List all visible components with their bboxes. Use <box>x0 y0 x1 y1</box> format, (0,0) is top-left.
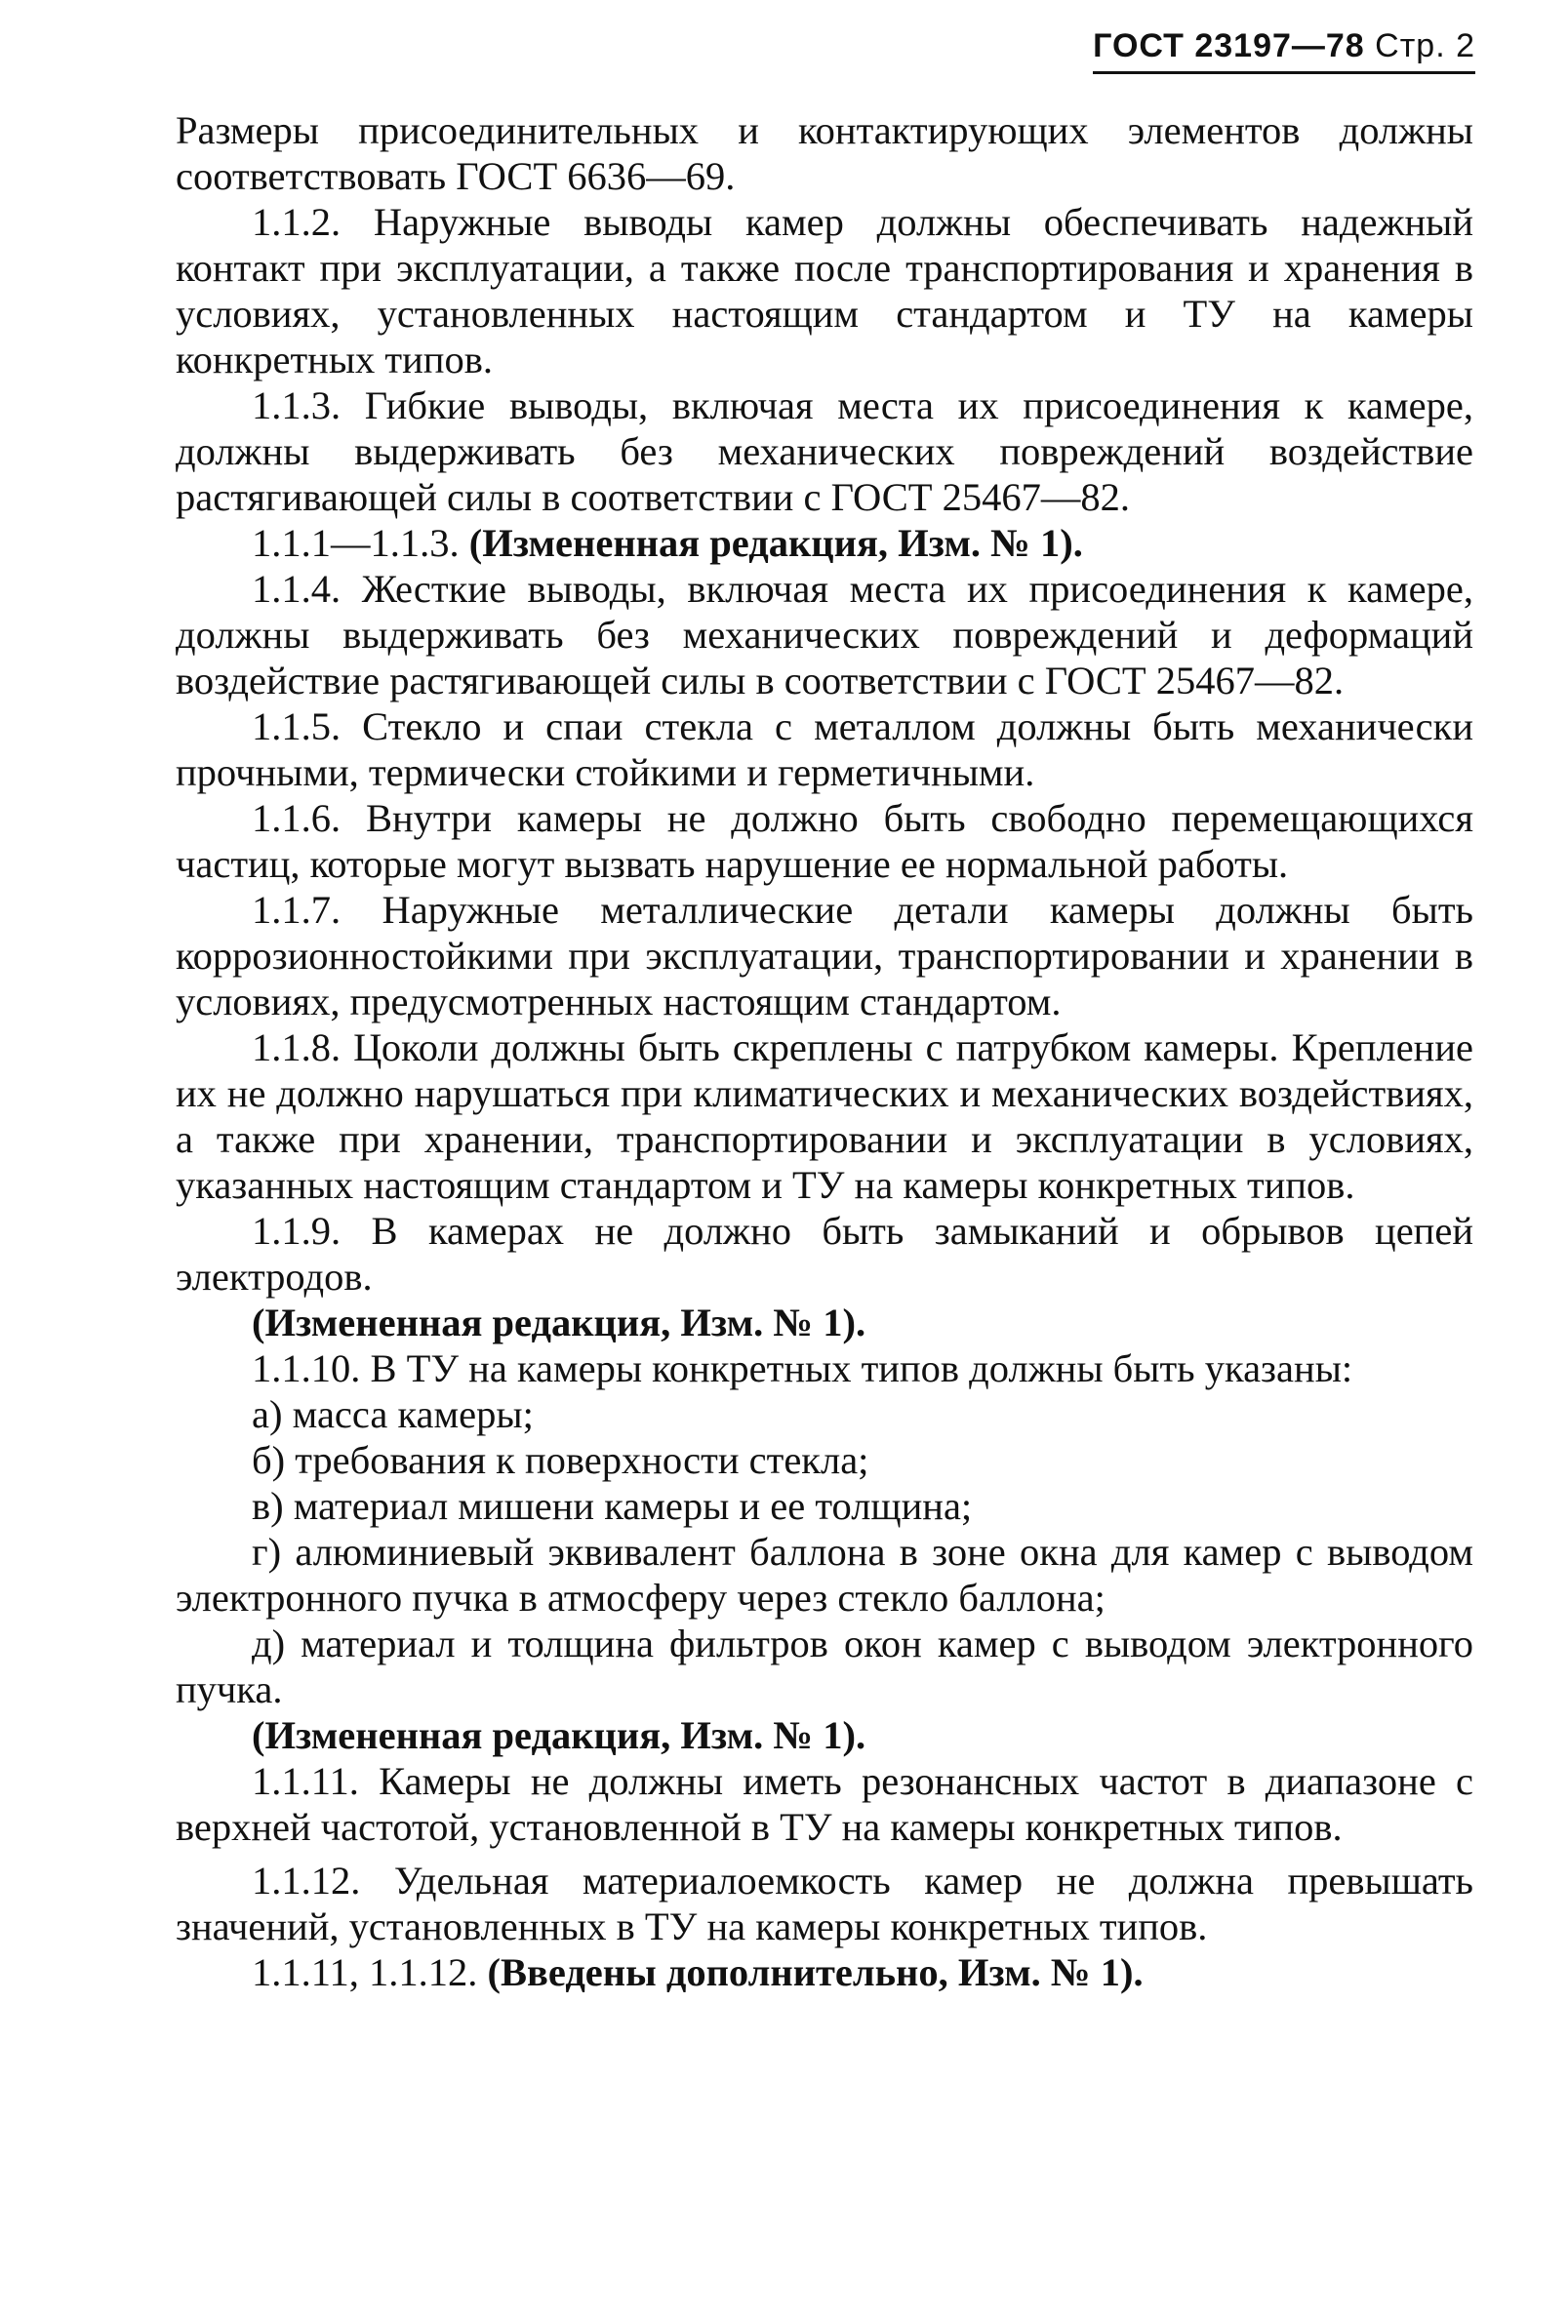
paragraph: 1.1.4. Жесткие выводы, включая места их присоединения к камере, должны выдерживать без механических повреждений и деформаций воздействие растягивающей силы в соответствии с ГОСТ 25467—82. <box>176 567 1473 702</box>
paragraph: 1.1.3. Гибкие выводы, включая места их присоединения к камере, должны выдерживать без механических повреждений воздействие растягивающей силы в соответствии с ГОСТ 25467—82. <box>176 383 1473 519</box>
paragraph: 1.1.9. В камерах не должно быть замыканий и обрывов цепей электродов. <box>176 1209 1473 1299</box>
amendment-note: (Измененная редакция, Изм. № 1). <box>252 1713 866 1757</box>
amendment-note <box>176 1949 1473 1995</box>
amendment-text: (Измененная редакция, Изм. № 1). <box>468 521 1083 565</box>
paragraph: Размеры присоединительных и контактирующих элементов должны соответствовать ГОСТ 6636—69. <box>176 108 1473 198</box>
list-item: а) масса камеры; <box>252 1392 534 1436</box>
amendment-clauses: 1.1.11, 1.1.12. <box>252 1950 488 1994</box>
paragraph: 1.1.5. Стекло и спаи стекла с металлом должны быть механически прочными, термически стойкими и герметичными. <box>176 704 1473 794</box>
amendment-note: (Измененная редакция, Изм. № 1). <box>252 1301 866 1344</box>
page-label: Стр. 2 <box>1375 27 1475 64</box>
paragraph: 1.1.10. В ТУ на камеры конкретных типов должны быть указаны: <box>252 1346 1353 1390</box>
amendment-clauses: 1.1.1—1.1.3. <box>252 521 469 565</box>
list-item: б) требования к поверхности стекла; <box>252 1438 869 1482</box>
doc-code: ГОСТ 23197—78 <box>1093 27 1365 64</box>
list-item: д) материал и толщина фильтров окон камер с выводом электронного пучка. <box>176 1622 1473 1711</box>
amendment-text: (Введены дополнительно, Изм. № 1). <box>487 1950 1144 1994</box>
body-text <box>176 107 1473 1995</box>
paragraph: 1.1.11. Камеры не должны иметь резонансных частот в диапазоне с верхней частотой, установленной в ТУ на камеры конкретных типов. <box>176 1759 1473 1849</box>
amendment-note <box>176 520 1473 566</box>
paragraph: 1.1.6. Внутри камеры не должно быть свободно перемещающихся частиц, которые могут вызвать нарушение ее нормальной работы. <box>176 796 1473 886</box>
running-header <box>1093 27 1475 74</box>
list-item: г) алюминиевый эквивалент баллона в зоне окна для камер с выводом электронного пучка в атмосферу через стекло баллона; <box>176 1530 1473 1620</box>
paragraph: 1.1.8. Цоколи должны быть скреплены с патрубком камеры. Крепление их не должно нарушаться при климатических и механических воздействиях, а также при хранении, транспортировании и эксплуатации в условиях, указанных настоящим стандартом и ТУ на камеры конкретных типов. <box>176 1025 1473 1207</box>
paragraph: 1.1.7. Наружные металлические детали камеры должны быть коррозионностойкими при эксплуатации, транспортировании и хранении в условиях, предусмотренных настоящим стандартом. <box>176 888 1473 1023</box>
paragraph: 1.1.2. Наружные выводы камер должны обеспечивать надежный контакт при эксплуатации, а также после транспортирования и хранения в условиях, установленных настоящим стандартом и ТУ на камеры конкретных типов. <box>176 200 1473 381</box>
paragraph: 1.1.12. Удельная материалоемкость камер не должна превышать значений, установленных в ТУ на камеры конкретных типов. <box>176 1859 1473 1948</box>
list-item: в) материал мишени камеры и ее толщина; <box>252 1484 973 1528</box>
